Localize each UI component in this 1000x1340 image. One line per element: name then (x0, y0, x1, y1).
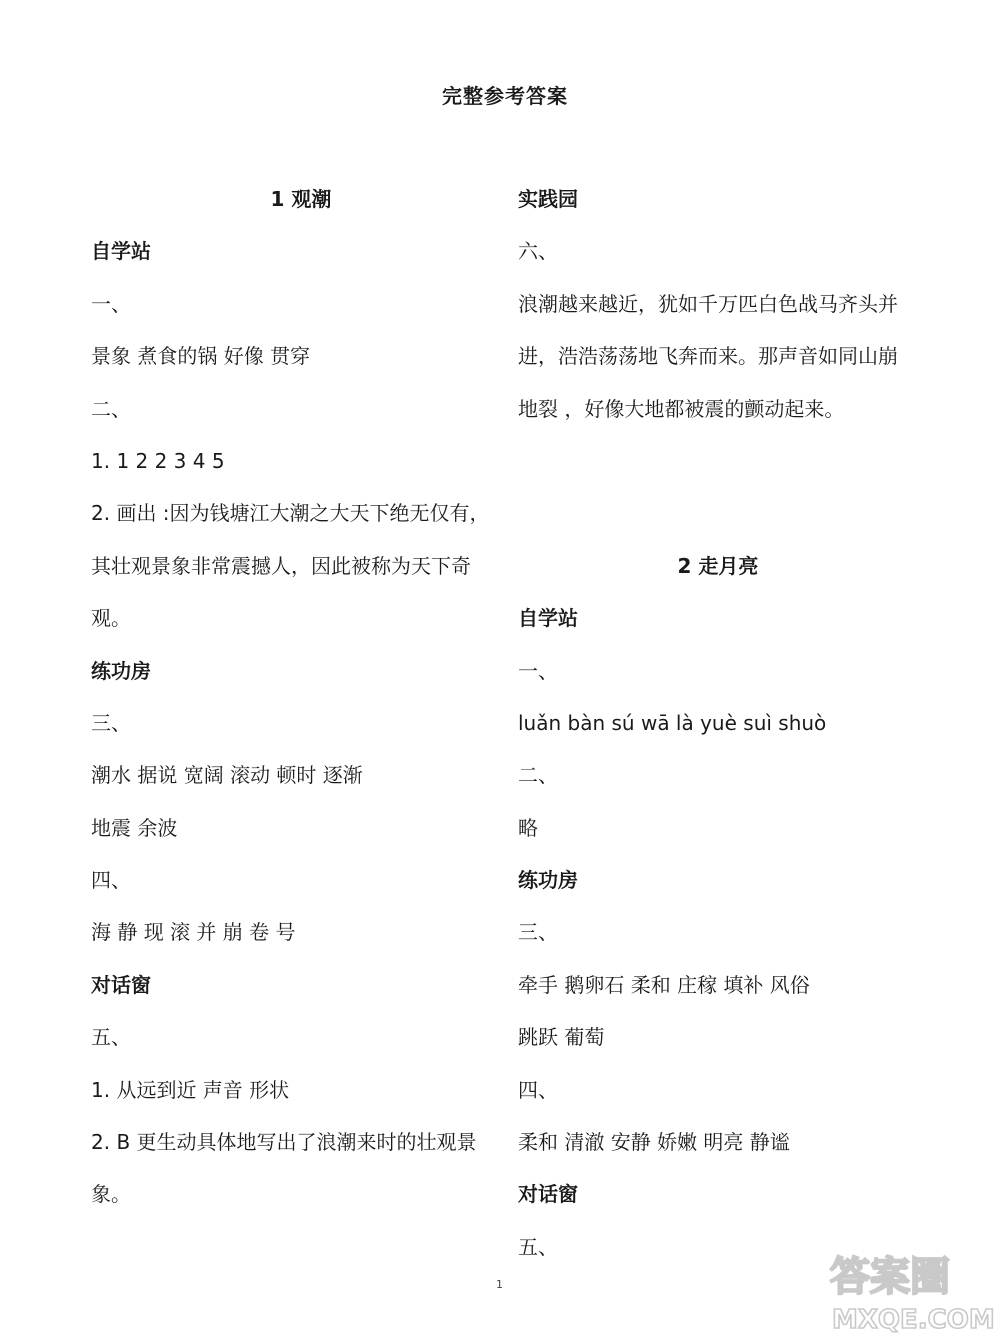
section-heading: 练功房 (518, 868, 578, 893)
answer-line: 三、 (518, 920, 558, 945)
answer-line: 其壮观景象非常震撼人，因此被称为天下奇 (91, 553, 471, 578)
page-number: 1 (496, 1278, 503, 1291)
answer-line: 2. B 更生动具体地写出了浪潮来时的壮观景 (91, 1130, 477, 1155)
right-column (518, 176, 918, 1276)
answer-line: 象。 (91, 1182, 131, 1207)
answer-line: 跳跃 葡萄 (518, 1025, 605, 1050)
answer-line: 二、 (91, 396, 131, 421)
answer-line: 四、 (518, 1077, 558, 1102)
section-heading: 自学站 (91, 239, 151, 264)
watermark-logo (826, 1246, 994, 1336)
answer-line: 一、 (518, 658, 558, 683)
section-heading: 练功房 (91, 658, 151, 683)
watermark-top-text: 答案圈 (830, 1254, 950, 1300)
watermark-icon (826, 1246, 994, 1336)
section-heading: 实践园 (518, 187, 578, 211)
section-heading: 对话窗 (518, 1182, 578, 1207)
answer-line: 观。 (91, 606, 131, 631)
section-heading: 自学站 (518, 606, 578, 631)
answer-line: 柔和 清澈 安静 娇嫩 明亮 静谧 (518, 1130, 790, 1155)
answer-line: 牵手 鹅卵石 柔和 庄稼 填补 风俗 (518, 972, 810, 997)
answer-line: 进，浩浩荡荡地飞奔而来。那声音如同山崩 (518, 344, 898, 369)
answer-line: 三、 (91, 710, 131, 735)
answer-line: 浪潮越来越近，犹如千万匹白色战马齐头并 (518, 291, 898, 316)
answer-line: 1. 1 2 2 3 4 5 (91, 448, 225, 473)
left-column (91, 176, 491, 1224)
section-heading: 对话窗 (91, 972, 151, 997)
answer-line: 景象 煮食的锅 好像 贯穿 (91, 344, 311, 369)
answer-line: 五、 (91, 1025, 131, 1050)
watermark-bottom-text: MXQE.COM (832, 1305, 994, 1335)
answer-line: 六、 (518, 239, 558, 264)
answer-line: 略 (518, 815, 538, 840)
answer-line: 二、 (518, 763, 558, 788)
answer-line: 四、 (91, 868, 131, 893)
answer-line: 地震 余波 (91, 815, 178, 840)
answer-line: 海 静 现 滚 并 崩 卷 号 (91, 920, 296, 945)
section-heading: 1 观潮 (270, 187, 332, 211)
answer-line: 1. 从远到近 声音 形状 (91, 1077, 290, 1102)
answer-line: 2. 画出 :因为钱塘江大潮之大天下绝无仅有， (91, 501, 490, 526)
answer-line: 潮水 据说 宽阔 滚动 顿时 逐渐 (91, 763, 363, 788)
section-heading: 2 走月亮 (677, 553, 759, 578)
answer-line (518, 438, 918, 490)
answer-line: 一、 (91, 291, 131, 316)
answer-line: luǎn bàn sú wā là yuè suì shuò (518, 710, 827, 735)
answer-line (518, 490, 918, 542)
answer-line: 地裂 ，好像大地都被震的颤动起来。 (518, 396, 845, 421)
page-title: 完整参考答案 (442, 84, 568, 108)
answer-line: 五、 (518, 1234, 558, 1259)
